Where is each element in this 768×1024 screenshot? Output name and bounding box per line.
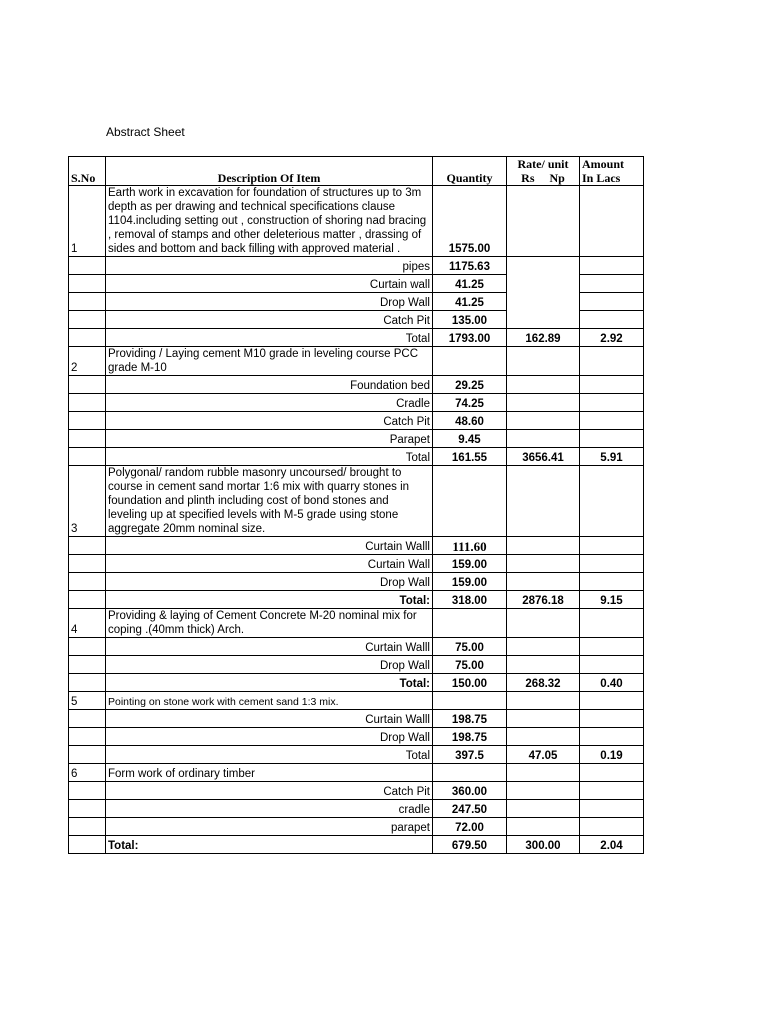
row-quantity: 198.75 [433,710,507,728]
row-label: Drop Wall [106,573,433,591]
total-quantity: 397.5 [433,746,507,764]
row-quantity: 9.45 [433,430,507,448]
header-description: Description Of Item [106,157,433,186]
row-quantity: 111.60 [433,537,507,555]
item-sno: 2 [69,347,106,376]
table-row [69,412,644,430]
table-row-total [69,674,644,692]
table-row [69,376,644,394]
row-quantity: 135.00 [433,311,507,329]
row-quantity: 1175.63 [433,257,507,275]
table-row-total [69,591,644,609]
table-row [69,764,644,782]
table-row [69,186,644,257]
total-label: Total: [106,591,433,609]
rate-value: 162.89 [507,329,580,347]
rate-value: 300.00 [507,836,580,854]
total-label: Total: [106,674,433,692]
total-quantity: 318.00 [433,591,507,609]
table-row-total [69,448,644,466]
item-sno: 3 [69,466,106,537]
table-row [69,638,644,656]
table-row [69,609,644,638]
rate-value: 3656.41 [507,448,580,466]
item-quantity: 1575.00 [433,186,507,257]
table-row [69,692,644,710]
row-quantity: 41.25 [433,275,507,293]
table-row [69,656,644,674]
item-description: Form work of ordinary timber [106,764,433,782]
amount-value: 9.15 [580,591,644,609]
table-row [69,800,644,818]
total-quantity: 150.00 [433,674,507,692]
total-quantity: 1793.00 [433,329,507,347]
total-quantity: 161.55 [433,448,507,466]
item-sno: 6 [69,764,106,782]
item-description: Earth work in excavation for foundation of structures up to 3m depth as per drawing and technical specifications clause 1104.including setting out , construction of shoring nad bracing , removal of stamps and other deleterious matter , drassing of sides and bottom and back filling with approved material . [106,186,433,257]
rate-value: 268.32 [507,674,580,692]
row-quantity: 41.25 [433,293,507,311]
table-row [69,710,644,728]
table-row [69,555,644,573]
table-row [69,347,644,376]
row-quantity: 72.00 [433,818,507,836]
row-label: Parapet [106,430,433,448]
row-label: pipes [106,257,433,275]
amount-value: 0.40 [580,674,644,692]
header-amount: Amount In Lacs [580,157,644,186]
rate-value: 2876.18 [507,591,580,609]
row-quantity: 360.00 [433,782,507,800]
row-quantity: 74.25 [433,394,507,412]
amount-value: 2.92 [580,329,644,347]
table-row [69,466,644,537]
row-label: Catch Pit [106,311,433,329]
row-label: parapet [106,818,433,836]
row-quantity: 75.00 [433,638,507,656]
header-sno: S.No [69,157,106,186]
table-row [69,818,644,836]
header-quantity: Quantity [433,157,507,186]
row-label: Drop Wall [106,656,433,674]
row-quantity: 159.00 [433,555,507,573]
amount-value: 0.19 [580,746,644,764]
item-description: Providing / Laying cement M10 grade in leveling course PCC grade M-10 [106,347,433,376]
table-row-total [69,329,644,347]
item-description: Polygonal/ random rubble masonry uncoursed/ brought to course in cement sand mortar 1:6 mix with quarry stones in foundation and plinth including cost of bond stones and leveling up at specified levels with M-5 grade using stone aggregate 20mm nominal size. [106,466,433,537]
table-row [69,430,644,448]
row-quantity: 48.60 [433,412,507,430]
row-label: Curtain Wall [106,555,433,573]
table-row [69,573,644,591]
item-sno: 1 [69,186,106,257]
row-label: Cradle [106,394,433,412]
amount-value: 5.91 [580,448,644,466]
row-quantity: 29.25 [433,376,507,394]
table-row [69,537,644,555]
amount-value: 2.04 [580,836,644,854]
table-row [69,782,644,800]
row-quantity: 198.75 [433,728,507,746]
row-label: Catch Pit [106,412,433,430]
table-row-total [69,746,644,764]
row-quantity: 75.00 [433,656,507,674]
row-label: Curtain Walll [106,710,433,728]
row-label: Drop Wall [106,728,433,746]
table-row [69,728,644,746]
abstract-table [68,156,644,854]
row-label: Drop Wall [106,293,433,311]
header-rate: Rate/ unit Rs Np [507,157,580,186]
item-description: Providing & laying of Cement Concrete M-20 nominal mix for coping .(40mm thick) Arch. [106,609,433,638]
row-quantity: 247.50 [433,800,507,818]
total-quantity: 679.50 [433,836,507,854]
table-row [69,394,644,412]
row-label: Curtain wall [106,275,433,293]
row-label: Curtain Walll [106,537,433,555]
sheet-title: Abstract Sheet [106,125,185,139]
total-label: Total [106,448,433,466]
table-row [69,257,644,275]
row-label: cradle [106,800,433,818]
rate-value: 47.05 [507,746,580,764]
row-label: Catch Pit [106,782,433,800]
total-label: Total [106,329,433,347]
table-row-total [69,836,644,854]
total-label: Total: [106,836,433,854]
row-label: Curtain Walll [106,638,433,656]
item-sno: 5 [69,692,106,710]
total-label: Total [106,746,433,764]
header-row [69,157,644,186]
row-quantity: 159.00 [433,573,507,591]
item-sno: 4 [69,609,106,638]
row-label: Foundation bed [106,376,433,394]
item-description: Pointing on stone work with cement sand 1:3 mix. [106,692,433,710]
